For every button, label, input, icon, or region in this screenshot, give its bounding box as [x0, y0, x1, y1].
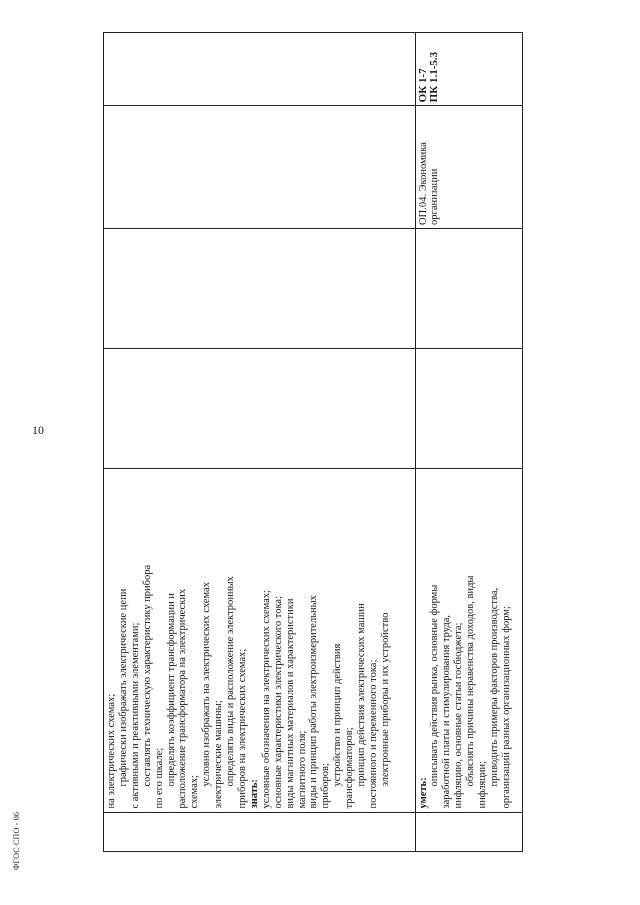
empty-cell — [104, 348, 416, 468]
competence-codes: ОК 1-7 ПК 1.1-5.3 — [416, 51, 441, 103]
text-line: по его шкале; — [153, 747, 165, 809]
text-line: магнитного поля; — [296, 730, 308, 809]
content-lines — [418, 472, 513, 809]
empty-cell — [104, 228, 416, 348]
text-line: определять коэффициент трансформации и — [165, 593, 177, 787]
text-line: заработной платы и стимулирования труда, — [441, 615, 453, 809]
footer-standard-code: ФГОС СПО - 06 — [12, 811, 21, 870]
text-line: организаций разных организационных форм; — [500, 606, 512, 809]
rotated-table-wrapper — [103, 32, 523, 852]
text-line: схемах; — [189, 774, 201, 809]
discipline-cell: ОП.04. Экономика организации — [415, 106, 522, 229]
text-line: приборов; — [320, 763, 332, 809]
table-row — [104, 33, 416, 852]
text-line: знать: — [248, 779, 260, 809]
content-lines — [106, 472, 392, 809]
index-cell — [104, 812, 416, 851]
competence-cell — [415, 33, 522, 106]
index-cell — [415, 812, 522, 851]
text-line: с активными и реактивными элементами; — [129, 622, 141, 809]
discipline-cell — [104, 106, 416, 229]
text-line: уметь: — [417, 777, 429, 809]
text-line: виды магнитных материалов и характеристики — [284, 598, 296, 809]
page-number: 10 — [32, 423, 44, 437]
text-line: условные обозначения на электрических схемах; — [260, 590, 272, 809]
text-line: основные характеристики электрического тока; — [272, 596, 284, 809]
content-cell — [415, 468, 522, 812]
text-line: объяснять причины неравенства доходов, виды — [465, 575, 477, 787]
empty-cell — [415, 228, 522, 348]
text-line: инфляцию, основные статьи госбюджета; — [453, 622, 465, 809]
text-line: приводить примеры факторов производства, — [489, 587, 500, 787]
text-line: составлять техническую характеристику прибора — [141, 564, 153, 787]
text-line: инфляции; — [477, 760, 489, 809]
competence-cell — [104, 33, 416, 106]
text-line: виды и принцип работы электроизмерительных — [308, 595, 320, 809]
text-line: трансформаторов; — [344, 727, 356, 809]
text-line: определять виды и расположение электронных — [225, 576, 237, 787]
text-line: постоянного и переменного тока; — [367, 659, 379, 809]
text-line: условно изображать на электрических схемах — [201, 582, 213, 787]
text-line: на электрических схемах; — [106, 693, 117, 809]
text-line: электронные приборы и их устройство — [379, 612, 391, 787]
text-line: приборов на электрических схемах; — [236, 648, 248, 809]
text-line: принцип действия электрических машин — [356, 603, 368, 787]
empty-cell — [415, 348, 522, 468]
text-line: графически изображать электрические цепи — [117, 588, 129, 787]
table-row — [415, 33, 522, 852]
text-line: электрические машины; — [213, 700, 225, 809]
text-line: расположение трансформатора на электрических — [177, 588, 189, 809]
text-line: описывать действия рынка, основные формы — [429, 584, 441, 787]
competence-table — [103, 32, 523, 852]
content-cell — [104, 468, 416, 812]
text-line: устройство и принцип действия — [332, 643, 344, 787]
